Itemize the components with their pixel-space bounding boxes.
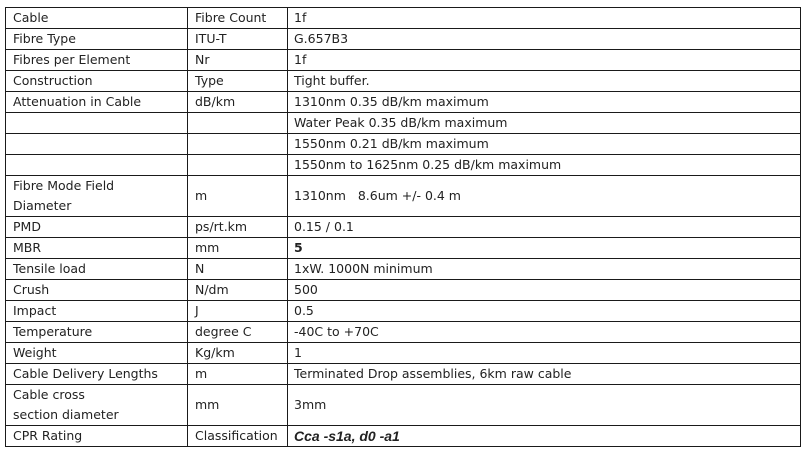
- unit-cell: J: [188, 301, 288, 322]
- property-cell: Fibres per Element: [6, 50, 188, 71]
- table-row-pmd: [6, 217, 801, 238]
- value-cell: 5: [288, 238, 801, 259]
- table-row-attenuation-water-peak: [6, 113, 801, 134]
- property-cell: Weight: [6, 343, 188, 364]
- unit-cell: m: [188, 364, 288, 385]
- table-row-cross-section-diameter: [6, 385, 801, 426]
- table-row-fibre-type: [6, 29, 801, 50]
- property-cell: Tensile load: [6, 259, 188, 280]
- table-row-cable: [6, 8, 801, 29]
- value-cell: 0.15 / 0.1: [288, 217, 801, 238]
- unit-cell: m: [188, 176, 288, 217]
- property-line-2: Diameter: [13, 198, 72, 213]
- property-cell: [6, 385, 188, 426]
- spec-table: [5, 7, 801, 447]
- table-row-crush: [6, 280, 801, 301]
- unit-cell: Kg/km: [188, 343, 288, 364]
- property-cell: Construction: [6, 71, 188, 92]
- value-cell: Tight buffer.: [288, 71, 801, 92]
- property-cell: Attenuation in Cable: [6, 92, 188, 113]
- unit-cell: [188, 113, 288, 134]
- value-cell: Water Peak 0.35 dB/km maximum: [288, 113, 801, 134]
- table-row-temperature: [6, 322, 801, 343]
- value-cell: Cca -s1a, d0 -a1: [288, 426, 801, 447]
- unit-cell: mm: [188, 238, 288, 259]
- table-row-tensile-load: [6, 259, 801, 280]
- table-row-attenuation-1625: [6, 155, 801, 176]
- unit-cell: degree C: [188, 322, 288, 343]
- unit-cell: ps/rt.km: [188, 217, 288, 238]
- value-cell: 3mm: [288, 385, 801, 426]
- table-row-attenuation: [6, 92, 801, 113]
- table-row-impact: [6, 301, 801, 322]
- property-line-1: Fibre Mode Field: [13, 178, 115, 193]
- unit-cell: [188, 155, 288, 176]
- value-cell: Terminated Drop assemblies, 6km raw cable: [288, 364, 801, 385]
- value-cell: 1310nm 0.35 dB/km maximum: [288, 92, 801, 113]
- property-line-2: section diameter: [13, 407, 119, 422]
- unit-cell: Type: [188, 71, 288, 92]
- table-row-construction: [6, 71, 801, 92]
- property-cell: [6, 134, 188, 155]
- unit-cell: N: [188, 259, 288, 280]
- property-cell: PMD: [6, 217, 188, 238]
- table-row-delivery-lengths: [6, 364, 801, 385]
- property-cell: Impact: [6, 301, 188, 322]
- value-cell: 1f: [288, 50, 801, 71]
- property-cell: MBR: [6, 238, 188, 259]
- table-row-attenuation-1550: [6, 134, 801, 155]
- value-cell: 1xW. 1000N minimum: [288, 259, 801, 280]
- property-cell: CPR Rating: [6, 426, 188, 447]
- property-cell: Crush: [6, 280, 188, 301]
- table-row-cpr-rating: [6, 426, 801, 447]
- unit-cell: dB/km: [188, 92, 288, 113]
- unit-cell: Nr: [188, 50, 288, 71]
- property-cell: Fibre Type: [6, 29, 188, 50]
- table-row-weight: [6, 343, 801, 364]
- property-cell: [6, 176, 188, 217]
- value-cell: 1f: [288, 8, 801, 29]
- unit-cell: N/dm: [188, 280, 288, 301]
- property-cell: Cable: [6, 8, 188, 29]
- table-row-mode-field-diameter: [6, 176, 801, 217]
- value-cell: 1550nm to 1625nm 0.25 dB/km maximum: [288, 155, 801, 176]
- value-cell: 1: [288, 343, 801, 364]
- unit-cell: mm: [188, 385, 288, 426]
- table-row-fibres-per-element: [6, 50, 801, 71]
- value-cell: 0.5: [288, 301, 801, 322]
- unit-cell: ITU-T: [188, 29, 288, 50]
- unit-cell: [188, 134, 288, 155]
- property-cell: [6, 113, 188, 134]
- unit-cell: Classification: [188, 426, 288, 447]
- property-cell: [6, 155, 188, 176]
- unit-cell: Fibre Count: [188, 8, 288, 29]
- value-cell: G.657B3: [288, 29, 801, 50]
- value-cell: 1550nm 0.21 dB/km maximum: [288, 134, 801, 155]
- property-cell: Temperature: [6, 322, 188, 343]
- property-cell: Cable Delivery Lengths: [6, 364, 188, 385]
- property-line-1: Cable cross: [13, 387, 85, 402]
- value-cell: 1310nm 8.6um +/- 0.4 m: [288, 176, 801, 217]
- table-row-mbr: [6, 238, 801, 259]
- value-cell: 500: [288, 280, 801, 301]
- value-cell: -40C to +70C: [288, 322, 801, 343]
